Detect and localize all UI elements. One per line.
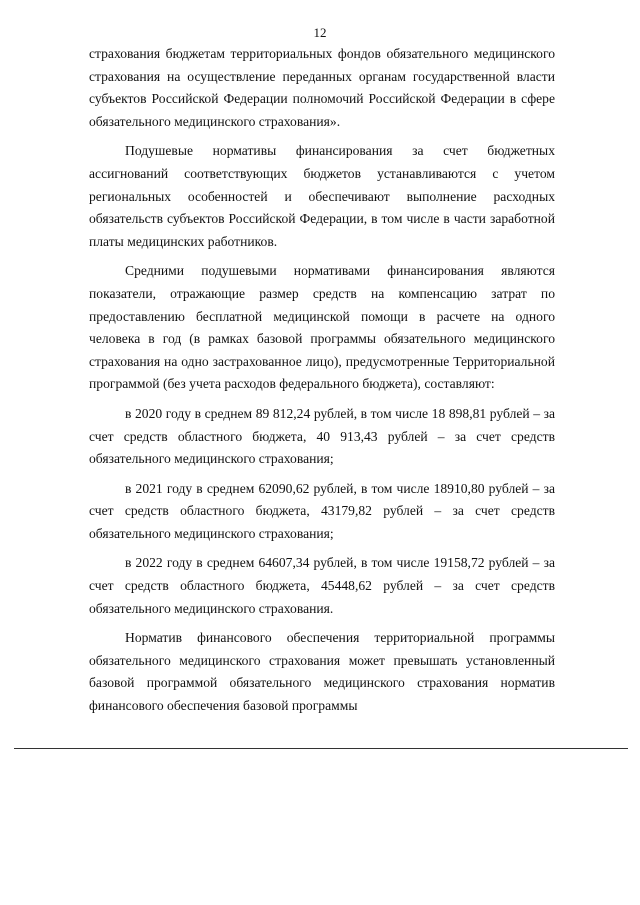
paragraph-continuation: страхования бюджетам территориальных фондов обязательного медицинского страхования на осуществление переданных органам государственной власти субъектов Российской Федерации полномочий Российской Федерации в сфере обязательного медицинского страхования». — [89, 46, 555, 129]
paragraph-year-2021: в 2021 году в среднем 62090,62 рублей, в том числе 18910,80 рублей – за счет средств областного бюджета, 43179,82 рублей – за счет средств обязательного медицинского страхования; — [89, 480, 555, 541]
paragraph-average-norms: Средними подушевыми нормативами финансирования являются показатели, отражающие размер средств на компенсацию затрат по предоставлению бесплатной медицинской помощи в расчете на одного человека в год (в рамках базовой программы обязательного медицинского страхования на одно застрахованное лицо), предусмотренные Территориальной программой (без учета расходов федерального бюджета), составляют: — [89, 263, 555, 392]
document-body — [89, 43, 555, 718]
paragraph-financing-norm: Норматив финансового обеспечения территориальной программы обязательного медицинского страхования может превышать установленный базовой программой обязательного медицинского страхования норматив финансового обеспечения базовой программы — [89, 630, 555, 714]
page-number: 12 — [313, 25, 327, 40]
paragraph-per-capita-norms: Подушевые нормативы финансирования за счет бюджетных ассигнований соответствующих бюджетов устанавливаются с учетом региональных особенностей и обеспечивают выполнение расходных обязательств субъектов Российской Федерации, в том числе в части заработной платы медицинских работников. — [89, 143, 555, 249]
paragraph-year-2020: в 2020 году в среднем 89 812,24 рублей, в том числе 18 898,81 рублей – за счет средств областного бюджета, 40 913,43 рублей – за счет средств обязательного медицинского страхования; — [89, 405, 555, 467]
footer-divider — [14, 748, 628, 749]
paragraph-year-2022: в 2022 году в среднем 64607,34 рублей, в том числе 19158,72 рублей – за счет средств областного бюджета, 45448,62 рублей – за счет средств обязательного медицинского страхования. — [89, 555, 555, 616]
